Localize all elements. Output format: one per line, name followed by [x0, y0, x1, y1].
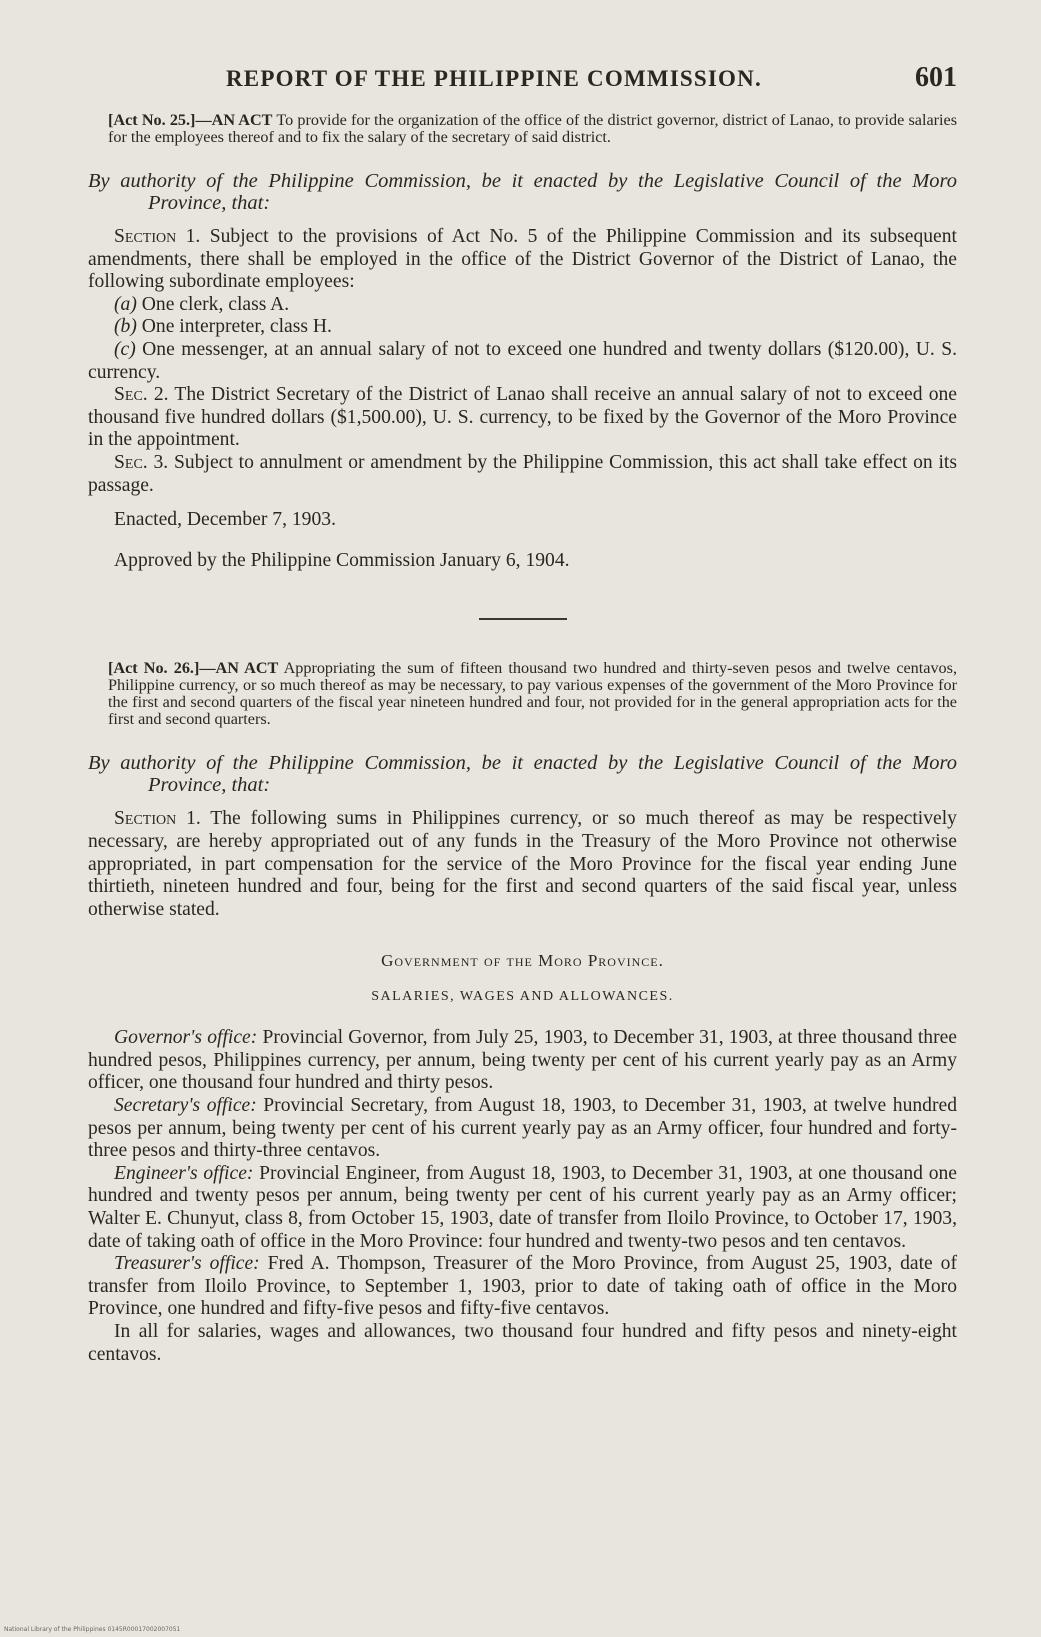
- section-divider: [479, 618, 567, 620]
- act-25-title-text: To provide for the organization of the office of the district governor, district of Lanao, to provide salaries for the employees thereof and to fix the salary of the secretary of said district.: [108, 111, 957, 146]
- act-25-title-lead: [Act No. 25.]—AN ACT: [108, 111, 273, 129]
- running-title: REPORT OF THE PHILIPPINE COMMISSION.: [226, 66, 762, 91]
- secretary-office-label: Secretary's office:: [114, 1095, 257, 1117]
- act-25-item-b: [88, 316, 957, 339]
- act-25-item-c-text: One messenger, at an annual salary of not to exceed one hundred and twenty dollars ($120.00), U. S. currency.: [88, 338, 957, 383]
- act-25-section-1: [88, 226, 957, 294]
- act-25-enactment-clause: By authority of the Philippine Commission, be it enacted by the Legislative Council of the Moro Province, that:: [88, 170, 957, 214]
- act-26-section-1-text: The following sums in Philippines currency, or so much thereof as may be respectively necessary, are hereby appropriated out of any funds in the Treasury of the Moro Province not otherwise appropriated, in part compensation for the service of the Moro Province for the fiscal year ending June thirtieth, nineteen hundred and four, being for the first and second quarters of the said fiscal year, unless otherwise stated.: [88, 808, 957, 920]
- page-header: [226, 62, 957, 94]
- act-25-item-a: [88, 294, 957, 317]
- engineer-office-label: Engineer's office:: [114, 1162, 254, 1184]
- act-26-title: [88, 660, 957, 728]
- page-number: 601: [915, 62, 957, 93]
- act-26-section-1-label: Section 1.: [114, 808, 201, 830]
- government-heading: Government of the Moro Province.: [381, 951, 664, 971]
- governor-office-paragraph: [88, 1027, 957, 1095]
- treasurer-office-paragraph: [88, 1253, 957, 1321]
- act-25-section-3-text: Subject to annulment or amendment by the Philippine Commission, this act shall take effect on its passage.: [88, 451, 957, 496]
- governor-office-label: Governor's office:: [114, 1027, 258, 1049]
- act-25-item-c-label: (c): [114, 338, 136, 360]
- act-26-section-1: [88, 808, 957, 921]
- act-25-item-c: [88, 339, 957, 384]
- act-25-title: [88, 112, 957, 146]
- salaries-total-paragraph: In all for salaries, wages and allowances, two thousand four hundred and fifty pesos and ninety-eight centavos.: [88, 1321, 957, 1365]
- act-25-item-b-text: One interpreter, class H.: [136, 316, 332, 338]
- act-25-section-1-label: Section 1.: [114, 226, 201, 247]
- act-25-section-2-text: The District Secretary of the District of Lanao shall receive an annual salary of not to exceed one thousand five hundred dollars ($1,500.00), U. S. currency, to be fixed by the Governor of the Moro Province in the appointment.: [88, 384, 957, 451]
- scan-credit: National Library of the Philippines 0145R00017002007051: [4, 1626, 181, 1633]
- act-25-section-2-label: Sec. 2.: [114, 384, 169, 406]
- act-25-section-2: [88, 384, 957, 452]
- engineer-office-text: Provincial Engineer, from August 18, 1903, to December 31, 1903, at one thousand one hundred and twenty pesos per annum, being twenty per cent of his current yearly pay as an Army officer; Walter E. Chunyut, class 8, from October 15, 1903, date of transfer from Iloilo Province, to October 17, 1903, date of taking oath of office in the Moro Province: four hundred and twenty-two pesos and ten centavos.: [88, 1162, 957, 1252]
- act-26-title-text: Appropriating the sum of fifteen thousand two hundred and thirty-seven pesos and twelve centavos, Philippine currency, or so much thereof as may be necessary, to pay various expenses of the government of the Moro Province for the first and second quarters of the fiscal year nineteen hundred and four, not provided for in the general appropriation acts for the first and second quarters.: [108, 659, 957, 729]
- engineer-office-paragraph: [88, 1163, 957, 1253]
- act-25-item-a-text: One clerk, class A.: [136, 293, 290, 315]
- act-25-item-a-label: (a): [114, 293, 137, 315]
- salaries-subheading: SALARIES, WAGES AND ALLOWANCES.: [371, 989, 674, 1005]
- act-25-enacted-date: Enacted, December 7, 1903.: [114, 509, 336, 531]
- act-25-section-3: [88, 452, 957, 497]
- act-26-enactment-clause: By authority of the Philippine Commission, be it enacted by the Legislative Council of the Moro Province, that:: [88, 752, 957, 797]
- governor-office-text: Provincial Governor, from July 25, 1903, to December 31, 1903, at three thousand three hundred pesos, Philippines currency, per annum, being twenty per cent of his current yearly pay as an Army officer, one thousand four hundred and thirty pesos.: [88, 1027, 957, 1094]
- act-26-title-lead: [Act No. 26.]—AN ACT: [108, 659, 279, 678]
- secretary-office-paragraph: [88, 1095, 957, 1163]
- act-25-section-1-text: Subject to the provisions of Act No. 5 of the Philippine Commission and its subsequent amendments, there shall be employed in the office of the District Governor of the District of Lanao, the following subordinate employees:: [88, 226, 957, 293]
- treasurer-office-label: Treasurer's office:: [114, 1253, 260, 1275]
- act-25-section-3-label: Sec. 3.: [114, 451, 169, 473]
- treasurer-office-text: Fred A. Thompson, Treasurer of the Moro Province, from August 25, 1903, date of transfer from Iloilo Province, to September 1, 1903, prior to date of taking oath of office in the Moro Province, one hundred and fifty-five pesos and fifty-five centavos.: [88, 1253, 957, 1320]
- secretary-office-text: Provincial Secretary, from August 18, 1903, to December 31, 1903, at twelve hundred pesos per annum, being twenty per cent of his current yearly pay as an Army officer, four hundred and forty-three pesos and thirty-three centavos.: [88, 1095, 957, 1162]
- act-25-item-b-label: (b): [114, 316, 137, 338]
- act-25-approved-date: Approved by the Philippine Commission January 6, 1904.: [114, 549, 570, 571]
